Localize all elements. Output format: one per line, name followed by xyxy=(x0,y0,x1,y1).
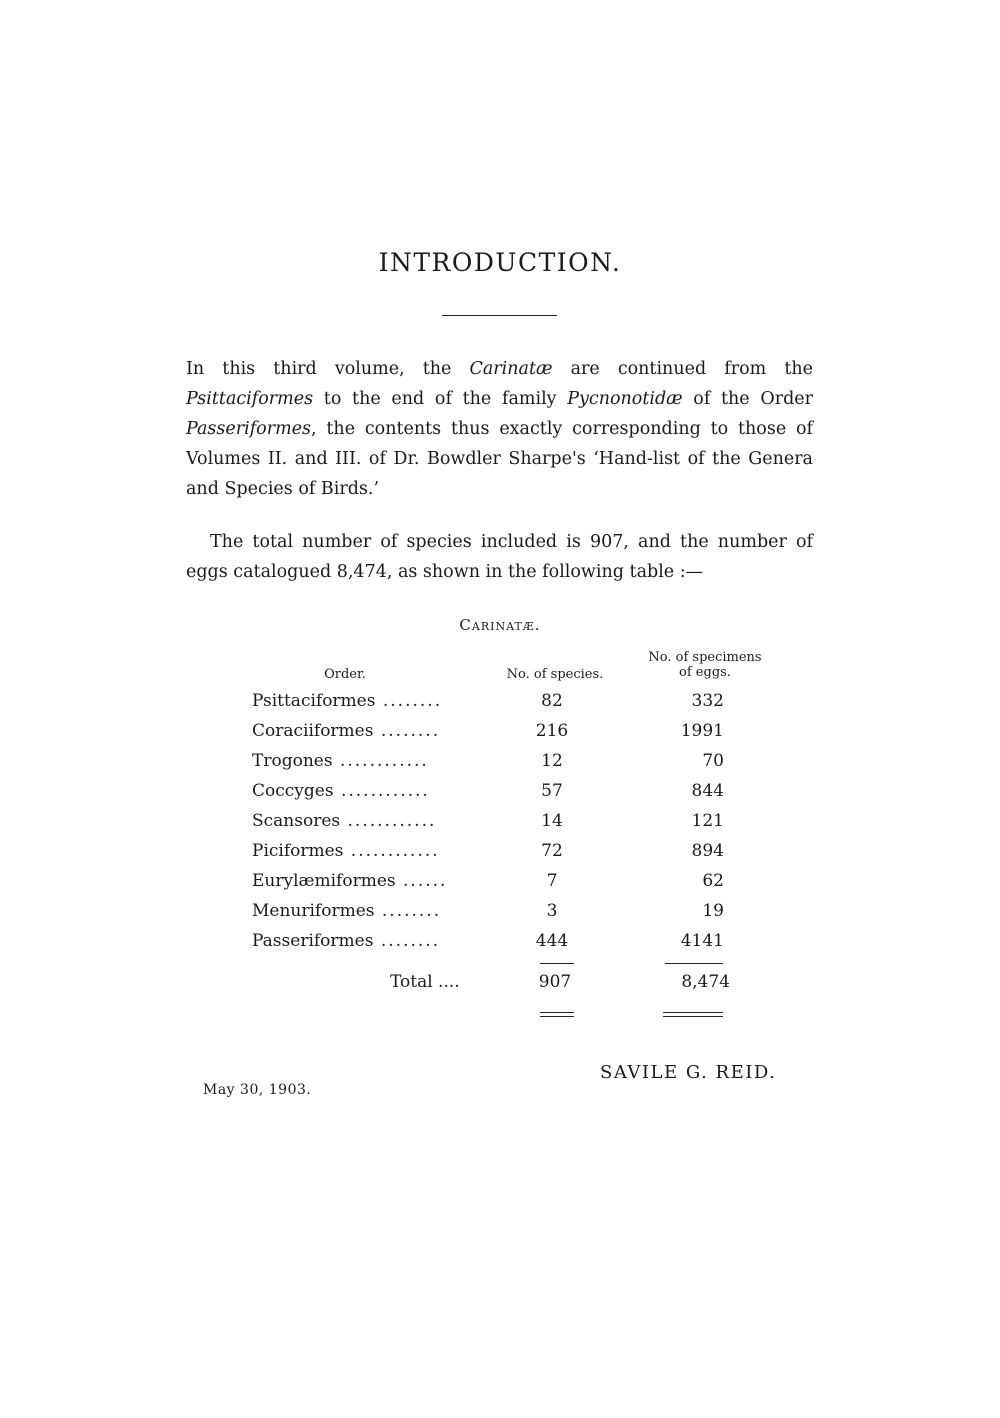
header-eggs-line1: No. of specimens xyxy=(648,650,762,665)
egg-count: 894 xyxy=(691,841,724,861)
species-count: 3 xyxy=(546,901,558,921)
order-name: Scansores xyxy=(252,811,341,831)
table-row xyxy=(252,806,732,836)
egg-count: 1991 xyxy=(680,721,724,741)
table-caption: Carinatæ. xyxy=(459,616,541,634)
header-eggs xyxy=(630,650,780,680)
egg-count: 70 xyxy=(702,751,724,771)
order-name: Trogones xyxy=(252,751,333,771)
egg-count: 844 xyxy=(691,781,724,801)
order-name: Psittaciformes xyxy=(252,691,376,711)
intro-paragraph-2: The total number of species included is 907, and the number of eggs catalogued 8,474, as shown in the following table :— xyxy=(186,532,813,582)
header-species: No. of species. xyxy=(506,667,604,682)
table-row xyxy=(252,866,732,896)
p1-psittaciformes: Psittaciformes xyxy=(186,389,314,409)
species-count: 7 xyxy=(546,871,558,891)
table-row xyxy=(252,746,732,776)
table-row xyxy=(252,896,732,926)
leader-dots: ............ xyxy=(333,781,430,801)
egg-count: 4141 xyxy=(680,931,724,951)
species-count: 82 xyxy=(541,691,563,711)
leader-dots: ............ xyxy=(343,841,440,861)
total-label: Total .... xyxy=(390,972,460,992)
table-row xyxy=(252,776,732,806)
table-row xyxy=(252,686,732,716)
p1-text-1: In this third volume, the xyxy=(186,359,470,379)
page-title: INTRODUCTION. xyxy=(378,248,622,277)
table-row xyxy=(252,716,732,746)
order-name: Passeriformes xyxy=(252,931,374,951)
species-count: 216 xyxy=(535,721,569,741)
p1-text-3: to the end of the family xyxy=(313,389,568,409)
p1-text-5: , the contents thus exactly corresponding to those of Volumes II. and III. of Dr. Bowdler Sharpe's ‘Hand-list of the Genera and Species of Birds.’ xyxy=(186,419,813,499)
order-name: Coccyges xyxy=(252,781,334,801)
leader-dots: ........ xyxy=(373,721,441,741)
species-count: 57 xyxy=(541,781,563,801)
order-name: Eurylæmiformes xyxy=(252,871,396,891)
species-total-double-rule-bottom xyxy=(540,1016,574,1017)
egg-count: 121 xyxy=(691,811,724,831)
species-count: 72 xyxy=(541,841,563,861)
leader-dots: ........ xyxy=(373,931,441,951)
leader-dots: ........ xyxy=(375,691,443,711)
species-table xyxy=(252,686,732,956)
p1-pycnonotidae: Pycnonotidæ xyxy=(567,389,683,409)
order-name: Menuriformes xyxy=(252,901,375,921)
species-total-double-rule-top xyxy=(540,1012,574,1013)
eggs-total-double-rule-bottom xyxy=(663,1016,723,1017)
leader-dots: ............ xyxy=(340,811,437,831)
date-line: May 30, 1903. xyxy=(203,1082,312,1098)
total-species: 907 xyxy=(538,972,572,992)
author-signature: SAVILE G. REID. xyxy=(600,1062,777,1083)
total-eggs: 8,474 xyxy=(681,972,730,992)
header-eggs-line2: of eggs. xyxy=(679,665,731,680)
egg-count: 19 xyxy=(702,901,724,921)
eggs-total-double-rule-top xyxy=(663,1012,723,1013)
p1-text-2: are continued from the xyxy=(552,359,813,379)
eggs-sum-rule xyxy=(665,963,723,964)
leader-dots: ............ xyxy=(332,751,429,771)
p1-passeriformes: Passeriformes xyxy=(186,419,312,439)
leader-dots: ...... xyxy=(395,871,448,891)
species-count: 12 xyxy=(541,751,563,771)
egg-count: 62 xyxy=(702,871,724,891)
species-count: 14 xyxy=(541,811,563,831)
p1-text-4: of the Order xyxy=(682,389,813,409)
leader-dots: ........ xyxy=(374,901,442,921)
title-rule xyxy=(442,315,557,316)
table-row xyxy=(252,836,732,866)
order-name: Coraciiformes xyxy=(252,721,374,741)
species-count: 444 xyxy=(535,931,569,951)
table-row xyxy=(252,926,732,956)
intro-paragraph-1 xyxy=(186,354,813,504)
order-name: Piciformes xyxy=(252,841,344,861)
egg-count: 332 xyxy=(691,691,724,711)
species-sum-rule xyxy=(540,963,574,964)
header-order: Order. xyxy=(324,667,366,682)
p1-carinatae: Carinatæ xyxy=(469,359,553,379)
